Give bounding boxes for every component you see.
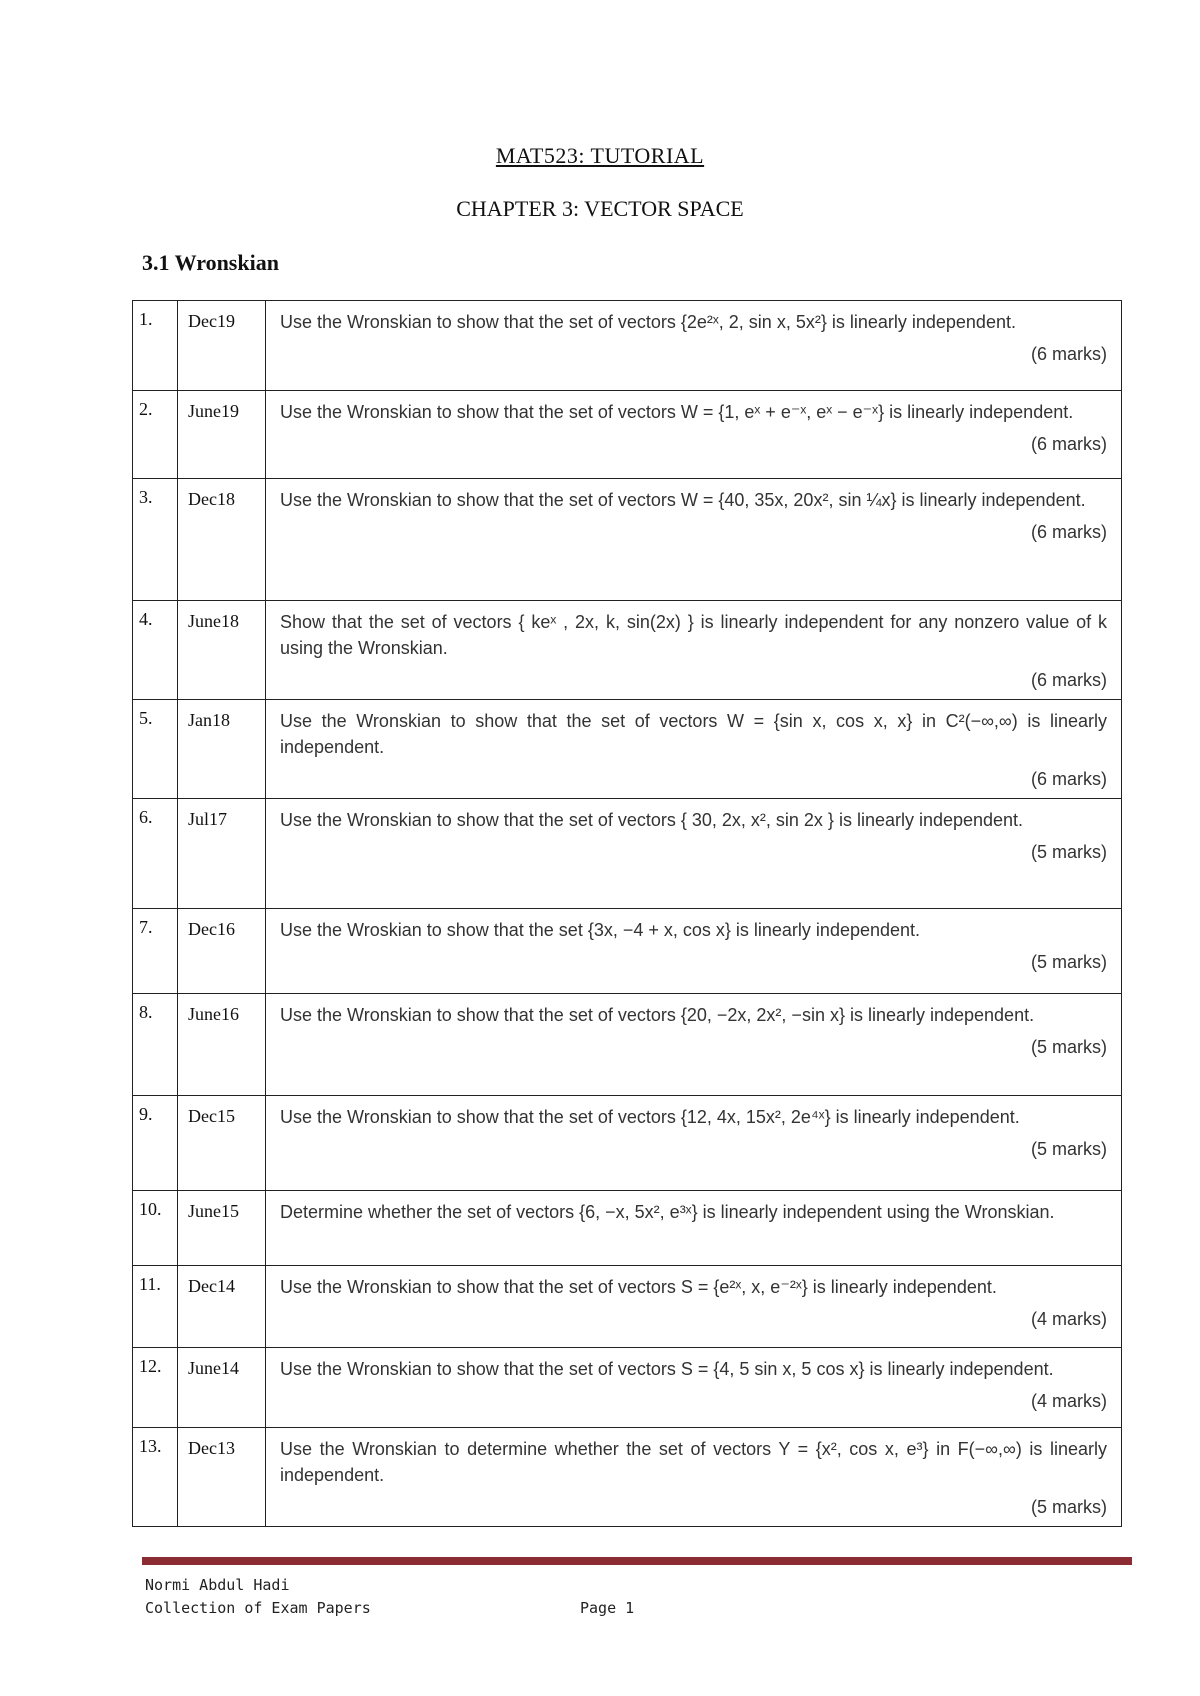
question-text: Use the Wronskian to show that the set of vectors S = {e²ˣ, x, e⁻²ˣ} is linearly independent. — [280, 1277, 997, 1297]
question-text: Show that the set of vectors { keˣ , 2x, k, sin(2x) } is linearly independent for any nonzero value of k using the Wronskian. — [280, 612, 1107, 658]
question-row — [133, 1191, 1122, 1266]
question-marks: (5 marks) — [1031, 1139, 1107, 1159]
question-marks: (6 marks) — [1031, 769, 1107, 789]
question-date: June16 — [178, 994, 266, 1096]
question-row — [133, 391, 1122, 479]
question-date: Dec16 — [178, 909, 266, 994]
question-text: Determine whether the set of vectors {6, −x, 5x², e³ˣ} is linearly independent using the Wronskian. — [280, 1202, 1055, 1222]
question-row — [133, 799, 1122, 909]
question-text: Use the Wroskian to show that the set {3x, −4 + x, cos x} is linearly independent. — [280, 920, 921, 940]
question-body — [266, 994, 1122, 1096]
question-date: June19 — [178, 391, 266, 479]
question-text: Use the Wronskian to show that the set of vectors {12, 4x, 15x², 2e⁴ˣ} is linearly independent. — [280, 1107, 1020, 1127]
question-date: Dec18 — [178, 479, 266, 601]
question-row — [133, 1348, 1122, 1428]
question-number: 11. — [133, 1266, 178, 1348]
footer-page-number: Page 1 — [580, 1599, 635, 1617]
question-body — [266, 700, 1122, 799]
chapter-title: CHAPTER 3: VECTOR SPACE — [456, 196, 744, 221]
question-row — [133, 1428, 1122, 1527]
question-row — [133, 601, 1122, 700]
question-date: Dec15 — [178, 1096, 266, 1191]
question-date: Dec14 — [178, 1266, 266, 1348]
question-date: Jul17 — [178, 799, 266, 909]
footer-divider — [142, 1557, 1132, 1565]
question-marks: (6 marks) — [1031, 344, 1107, 364]
question-body — [266, 1348, 1122, 1428]
question-body — [266, 1428, 1122, 1527]
question-body — [266, 799, 1122, 909]
question-number: 1. — [133, 301, 178, 391]
question-number: 10. — [133, 1191, 178, 1266]
question-text: Use the Wronskian to show that the set of vectors {2e²ˣ, 2, sin x, 5x²} is linearly independent. — [280, 312, 1016, 332]
question-number: 9. — [133, 1096, 178, 1191]
question-row — [133, 301, 1122, 391]
question-number: 8. — [133, 994, 178, 1096]
question-body — [266, 909, 1122, 994]
question-row — [133, 909, 1122, 994]
question-marks: (5 marks) — [1031, 952, 1107, 972]
question-marks: (4 marks) — [1031, 1309, 1107, 1329]
question-number: 7. — [133, 909, 178, 994]
question-text: Use the Wronskian to show that the set of vectors S = {4, 5 sin x, 5 cos x} is linearly independent. — [280, 1359, 1054, 1379]
question-number: 2. — [133, 391, 178, 479]
question-date: Dec19 — [178, 301, 266, 391]
question-marks: (6 marks) — [1031, 522, 1107, 542]
question-body — [266, 391, 1122, 479]
question-row — [133, 479, 1122, 601]
question-marks: (5 marks) — [1031, 1037, 1107, 1057]
question-row — [133, 1266, 1122, 1348]
question-body — [266, 479, 1122, 601]
question-date: June14 — [178, 1348, 266, 1428]
question-text: Use the Wronskian to show that the set of vectors W = {40, 35x, 20x², sin ¼x} is linearly independent. — [280, 490, 1086, 510]
questions-table — [132, 300, 1122, 1527]
question-marks: (5 marks) — [1031, 1497, 1107, 1517]
question-marks: (6 marks) — [1031, 434, 1107, 454]
question-number: 4. — [133, 601, 178, 700]
footer-collection: Collection of Exam Papers — [145, 1599, 371, 1617]
course-title: MAT523: TUTORIAL — [495, 143, 705, 168]
question-number: 13. — [133, 1428, 178, 1527]
question-marks: (6 marks) — [1031, 670, 1107, 690]
question-number: 5. — [133, 700, 178, 799]
question-body — [266, 601, 1122, 700]
footer-author: Normi Abdul Hadi — [145, 1576, 290, 1594]
question-text: Use the Wronskian to show that the set of vectors W = {sin x, cos x, x} in C²(−∞,∞) is linearly independent. — [280, 711, 1107, 757]
question-row — [133, 994, 1122, 1096]
question-body — [266, 301, 1122, 391]
question-row — [133, 1096, 1122, 1191]
question-number: 6. — [133, 799, 178, 909]
section-title: 3.1 Wronskian — [142, 250, 279, 275]
question-text: Use the Wronskian to determine whether the set of vectors Y = {x², cos x, e³} in F(−∞,∞) is linearly independent. — [280, 1439, 1107, 1485]
question-body — [266, 1096, 1122, 1191]
question-date: Dec13 — [178, 1428, 266, 1527]
question-text: Use the Wronskian to show that the set of vectors { 30, 2x, x², sin 2x } is linearly independent. — [280, 810, 1024, 830]
question-marks: (4 marks) — [1031, 1391, 1107, 1411]
question-date: June15 — [178, 1191, 266, 1266]
question-number: 12. — [133, 1348, 178, 1428]
question-number: 3. — [133, 479, 178, 601]
question-row — [133, 700, 1122, 799]
question-text: Use the Wronskian to show that the set of vectors {20, −2x, 2x², −sin x} is linearly independent. — [280, 1005, 1035, 1025]
question-body — [266, 1266, 1122, 1348]
question-text: Use the Wronskian to show that the set of vectors W = {1, eˣ + e⁻ˣ, eˣ − e⁻ˣ} is linearly independent. — [280, 402, 1074, 422]
question-date: Jan18 — [178, 700, 266, 799]
question-marks: (5 marks) — [1031, 842, 1107, 862]
question-body — [266, 1191, 1122, 1266]
question-date: June18 — [178, 601, 266, 700]
